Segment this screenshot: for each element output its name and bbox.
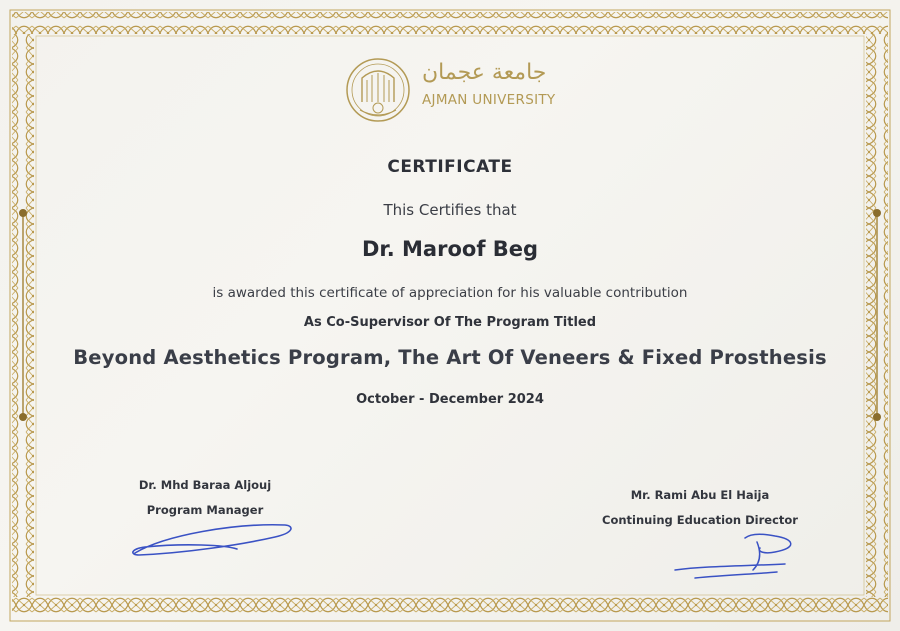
border-bottom <box>12 597 888 619</box>
university-seal-icon <box>340 50 420 130</box>
program-dates: October - December 2024 <box>356 392 544 407</box>
role-line: As Co-Supervisor Of The Program Titled <box>303 315 597 330</box>
signatory-left <box>100 478 310 517</box>
signatory-name: Dr. Mhd Baraa Aljouj <box>138 478 272 492</box>
handwritten-signature-right <box>665 530 805 585</box>
recipient-name: Dr. Maroof Beg <box>361 237 539 261</box>
signatory-title: Program Manager <box>146 503 264 517</box>
signatory-title: Continuing Education Director <box>602 513 798 527</box>
border-top <box>12 12 888 34</box>
signatory-name: Mr. Rami Abu El Haija <box>630 488 770 502</box>
university-arabic-name: جامعة عجمان <box>422 60 547 85</box>
awarded-line: is awarded this certificate of appreciation for his valuable contribution <box>212 285 688 301</box>
university-english-name: AJMAN UNIVERSITY <box>422 92 556 108</box>
signatory-right <box>585 488 815 527</box>
certifies-line: This Certifies that <box>383 201 517 219</box>
university-logo <box>340 50 570 130</box>
program-title: Beyond Aesthetics Program, The Art Of Veneers & Fixed Prosthesis <box>73 346 827 369</box>
certificate-title: CERTIFICATE <box>387 157 513 177</box>
handwritten-signature-left <box>125 515 300 565</box>
